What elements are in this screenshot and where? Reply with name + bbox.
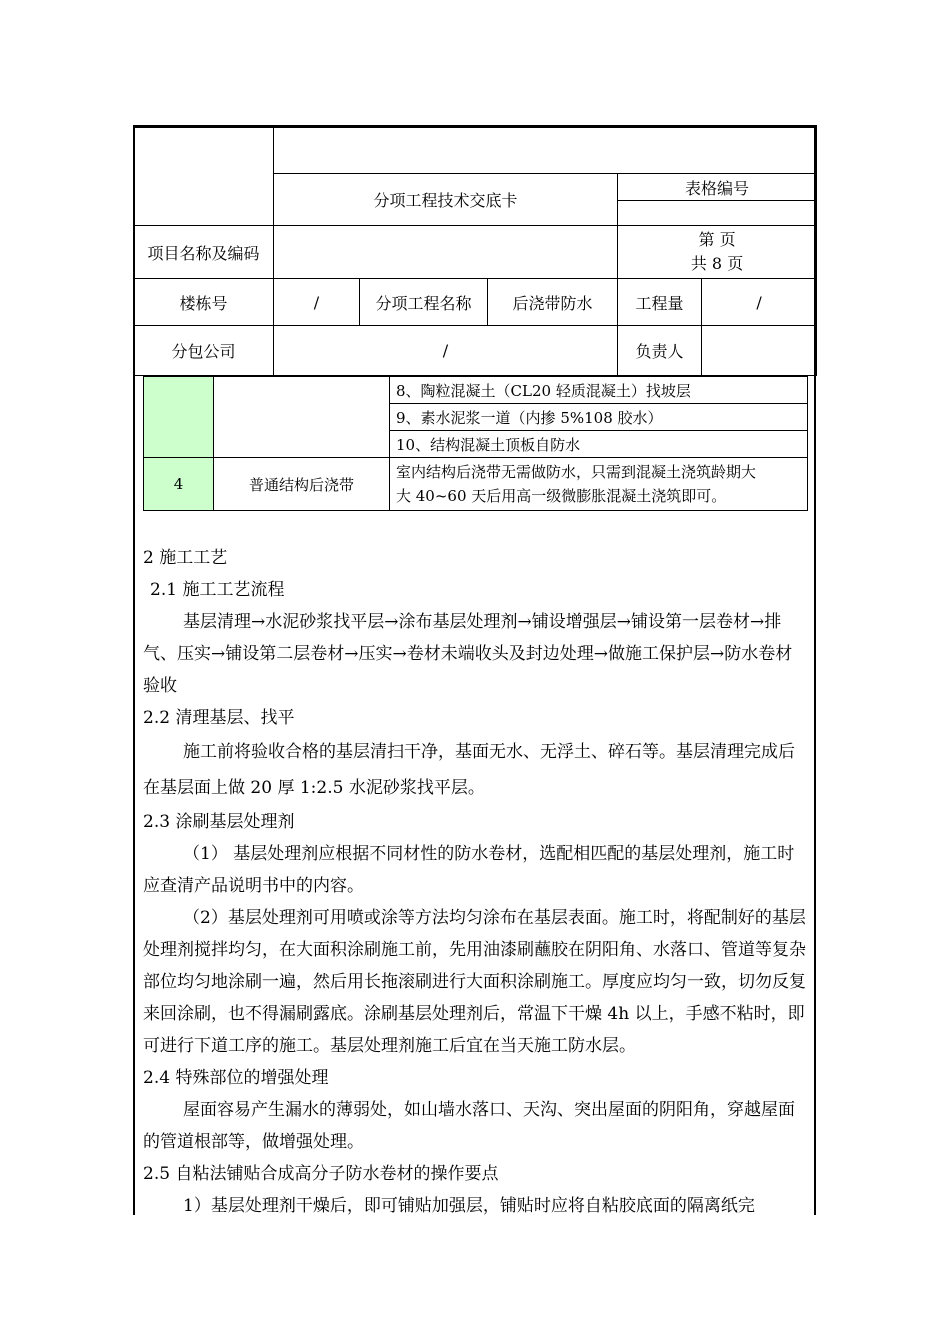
section-2-5-heading: 2.5 自粘法铺贴合成高分子防水卷材的操作要点 xyxy=(143,1164,499,1184)
project-value xyxy=(274,226,618,279)
header-table xyxy=(133,125,817,376)
document-body xyxy=(143,542,807,1222)
form-number-value xyxy=(618,201,817,226)
layer-table xyxy=(143,376,808,511)
layer-name-cell xyxy=(214,377,390,458)
top-blank-cell xyxy=(274,126,817,174)
item-4-desc-line-1: 室内结构后浇带无需做防水，只需到混凝土浇筑龄期大 xyxy=(396,463,757,481)
page-label: 第 页 xyxy=(698,230,736,249)
section-2-3-text-1: （1） 基层处理剂应根据不同材性的防水卷材，选配相匹配的基层处理剂，施工时应查清产品说明书中的内容。 xyxy=(143,844,795,896)
section-2-2-heading: 2.2 清理基层、找平 xyxy=(143,708,295,728)
layer-no-cell xyxy=(144,377,214,458)
logo-cell xyxy=(134,126,274,226)
total-pages: 共 8 页 xyxy=(690,254,744,273)
subitem-label: 分项工程名称 xyxy=(360,279,488,326)
subitem-value: 后浇带防水 xyxy=(488,279,618,326)
section-2-2-text: 施工前将验收合格的基层清扫干净，基面无水、无浮土、碎石等。基层清理完成后在基层面上做 20 厚 1:2.5 水泥砂浆找平层。 xyxy=(143,742,795,798)
project-label: 项目名称及编码 xyxy=(134,226,274,279)
quantity-label: 工程量 xyxy=(618,279,702,326)
building-value: / xyxy=(274,279,360,326)
responsible-value xyxy=(702,326,817,376)
responsible-label: 负责人 xyxy=(618,326,702,376)
subcontractor-value: / xyxy=(274,326,618,376)
building-label: 楼栋号 xyxy=(134,279,274,326)
section-2-5-text: 1）基层处理剂干燥后，即可铺贴加强层，铺贴时应将自粘胶底面的隔离纸完 xyxy=(183,1196,755,1216)
quantity-value: / xyxy=(702,279,817,326)
page-info xyxy=(618,226,817,279)
form-title: 分项工程技术交底卡 xyxy=(274,174,618,226)
section-2-3-text-2: （2）基层处理剂可用喷或涂等方法均匀涂布在基层表面。施工时，将配制好的基层处理剂搅拌均匀，在大面积涂刷施工前，先用油漆刷蘸胶在阴阳角、水落口、管道等复杂部位均匀地涂刷一遍，然后用长拖滚刷进行大面积涂刷施工。厚度应均匀一致，切勿反复来回涂刷，也不得漏刷露底。涂刷基层处理剂后，常温下干燥 4h 以上，手感不粘时，即可进行下道工序的施工。基层处理剂施工后宜在当天施工防水层。 xyxy=(143,908,806,1056)
item-4-description xyxy=(390,458,808,511)
item-4-name: 普通结构后浇带 xyxy=(214,458,390,511)
item-4-desc-line-2: 大 40~60 天后用高一级微膨胀混凝土浇筑即可。 xyxy=(396,487,727,505)
subcontractor-label: 分包公司 xyxy=(134,326,274,376)
layer-row-10: 10、结构混凝土顶板自防水 xyxy=(390,431,808,458)
section-2-heading: 2 施工工艺 xyxy=(143,548,228,568)
section-2-1-text: 基层清理→水泥砂浆找平层→涂布基层处理剂→铺设增强层→铺设第一层卷材→排气、压实→铺设第二层卷材→压实→卷材未端收头及封边处理→做施工保护层→防水卷材验收 xyxy=(143,612,793,696)
layer-row-9: 9、素水泥浆一道（内掺 5%108 胶水） xyxy=(390,404,808,431)
layer-row-8: 8、陶粒混凝土（CL20 轻质混凝土）找坡层 xyxy=(390,377,808,404)
section-2-3-heading: 2.3 涂刷基层处理剂 xyxy=(143,812,295,832)
section-2-4-text: 屋面容易产生漏水的薄弱处，如山墙水落口、天沟、突出屋面的阴阳角，穿越屋面的管道根部等，做增强处理。 xyxy=(143,1100,795,1152)
form-number-label: 表格编号 xyxy=(618,174,817,201)
section-2-4-heading: 2.4 特殊部位的增强处理 xyxy=(143,1068,329,1088)
section-2-1-heading: 2.1 施工工艺流程 xyxy=(150,580,285,600)
item-4-number: 4 xyxy=(144,458,214,511)
